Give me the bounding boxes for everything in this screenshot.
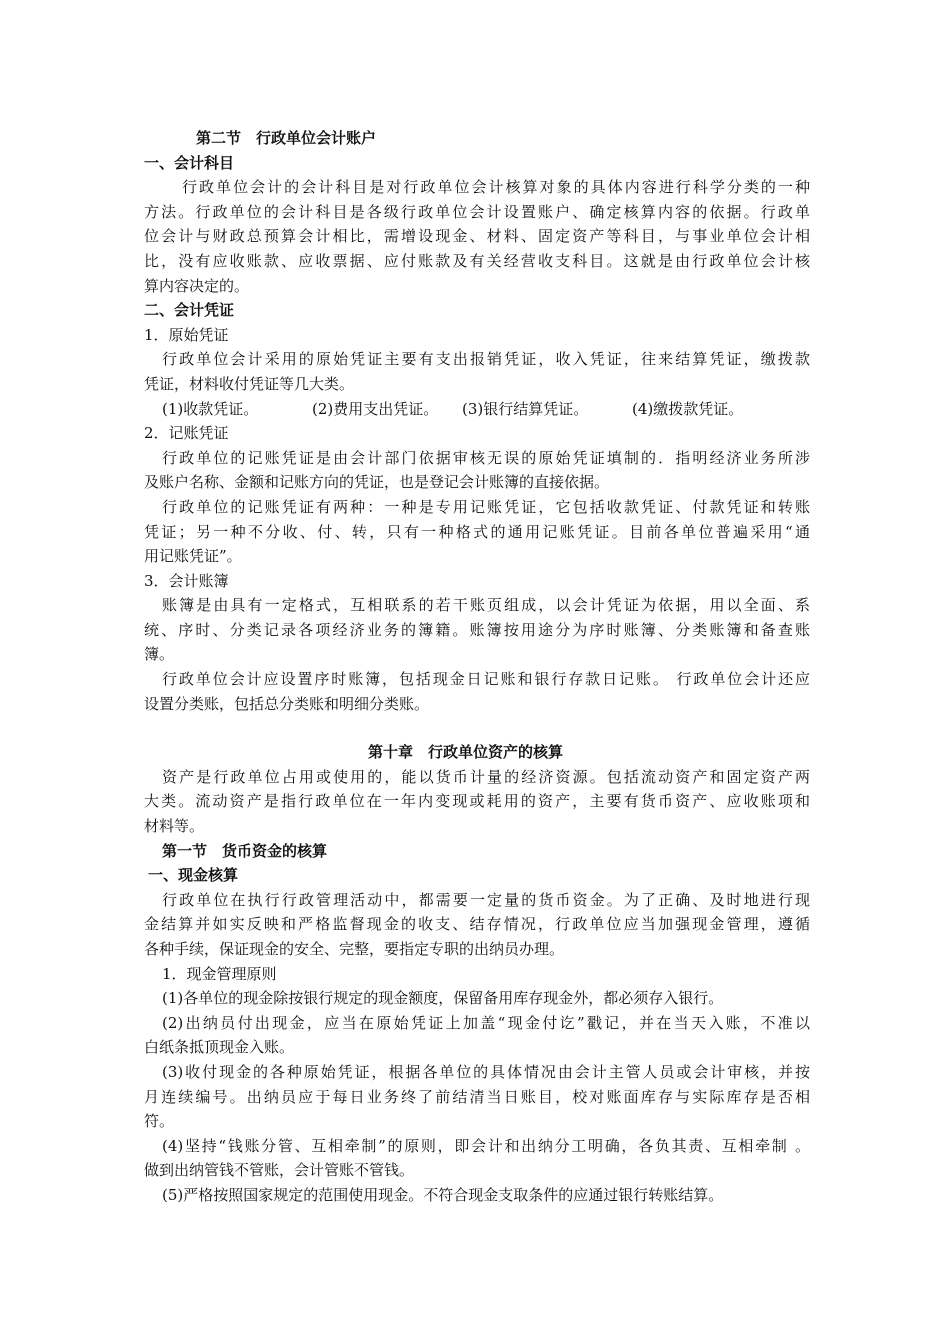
subheading: 1．原始凭证 xyxy=(144,325,229,344)
paragraph xyxy=(144,667,810,716)
subheading: 1．现金管理原则 xyxy=(162,964,277,983)
text-line: 算内容决定的。 xyxy=(144,276,250,295)
paragraph xyxy=(144,888,810,962)
text-line: 凭证，材料收付凭证等几大类。 xyxy=(144,374,355,393)
text-line: 金结算并如实反映和严格监督现金的收支、结存情况，行政单位应当加强现金管理，遵循 xyxy=(144,915,810,934)
text-line: 白纸条抵顶现金入账。 xyxy=(144,1038,295,1057)
text-line: 符。 xyxy=(144,1112,175,1131)
chapter-title: 第十章 行政单位资产的核算 xyxy=(368,743,564,762)
text-line: (5)严格按照国家规定的范围使用现金。不符合现金支取条件的应通过银行转账结算。 xyxy=(162,1185,724,1204)
section-title: 第二节 行政单位会计账户 xyxy=(196,129,377,147)
text-line: (2)出纳员付出现金，应当在原始凭证上加盖“现金付讫”戳记，并在当天入账，不准以 xyxy=(162,1013,810,1032)
text-line: 统、序时、分类记录各项经济业务的簿籍。账簿按用途分为序时账簿、分类账簿和备查账 xyxy=(144,620,810,639)
text-line: (4)坚持“钱账分管、互相牵制”的原则，即会计和出纳分工明确，各负其责、互相牵制 。 xyxy=(162,1136,810,1155)
heading: 一、会计科目 xyxy=(144,153,235,172)
rule-item xyxy=(144,986,810,1011)
blank-line xyxy=(144,716,810,740)
text-line: 比，没有应收账款、应收票据、应付账款及有关经营收支科目。这就是由行政单位会计核 xyxy=(144,251,810,270)
rule-item xyxy=(144,1011,810,1060)
heading: 二、会计凭证 xyxy=(144,301,235,320)
text-line: 大类。流动资产是指行政单位在一年内变现或耗用的资产，主要有货币资产、应收账项和 xyxy=(144,792,810,811)
text-line: 位会计与财政总预算会计相比，需增设现金、材料、固定资产等科目，与事业单位会计相 xyxy=(144,227,810,246)
list-item: (2)费用支出凭证。 xyxy=(312,399,439,418)
rule-item xyxy=(144,1060,810,1134)
list-item: (3)银行结算凭证。 xyxy=(462,399,589,418)
text-line: 行政单位会计的会计科目是对行政单位会计核算对象的具体内容进行科学分类的一种 xyxy=(182,178,810,197)
text-line: 月连续编号。出纳员应于每日业务终了前结清当日账目，校对账面库存与实际库存是否相 xyxy=(144,1087,810,1106)
text-line: 行政单位的记账凭证有两种：一种是专用记账凭证，它包括收款凭证、付款凭证和转账 xyxy=(162,497,810,516)
text-line: (1)各单位的现金除按银行规定的现金额度，保留备用库存现金外，都必须存入银行。 xyxy=(162,989,724,1008)
text-line: 行政单位会计应设置序时账簿，包括现金日记账和银行存款日记账。 行政单位会计还应 xyxy=(162,670,810,689)
paragraph xyxy=(144,495,810,569)
text-line: 簿。 xyxy=(144,645,175,664)
text-line: 及账户名称、金额和记账方向的凭证，也是登记会计账簿的直接依据。 xyxy=(144,473,610,492)
text-line: 行政单位的记账凭证是由会计部门依据审核无误的原始凭证填制的．指明经济业务所涉 xyxy=(162,448,810,467)
text-line: 做到出纳管钱不管账，会计管账不管钱。 xyxy=(144,1161,415,1180)
text-line: 材料等。 xyxy=(144,817,205,836)
subheading: 2．记账凭证 xyxy=(144,424,229,443)
paragraph xyxy=(144,446,810,495)
rule-item xyxy=(144,1183,810,1208)
text-line: (3)收付现金的各种原始凭证，根据各单位的具体情况由会计主管人员或会计审核，并按 xyxy=(162,1062,810,1081)
voucher-type-list xyxy=(144,397,810,422)
text-line: 方法。行政单位的会计科目是各级行政单位会计设置账户、确定核算内容的依据。行政单 xyxy=(144,202,810,221)
paragraph xyxy=(144,593,810,667)
text-line: 行政单位在执行行政管理活动中，都需要一定量的货币资金。为了正确、及时地进行现 xyxy=(162,890,810,909)
document-page xyxy=(144,126,810,1208)
list-item: (1)收款凭证。 xyxy=(162,399,259,418)
text-line: 凭证；另一种不分收、付、转，只有一种格式的通用记账凭证。目前各单位普遍采用“通 xyxy=(144,522,810,541)
text-line: 行政单位会计采用的原始凭证主要有支出报销凭证，收入凭证，往来结算凭证，缴拨款 xyxy=(162,350,810,369)
text-line: 资产是行政单位占用或使用的，能以货币计量的经济资源。包括流动资产和固定资产两 xyxy=(162,767,810,786)
heading: 一、现金核算 xyxy=(148,866,239,885)
subheading: 3．会计账簿 xyxy=(144,571,229,590)
text-line: 用记账凭证”。 xyxy=(144,547,242,566)
paragraph xyxy=(144,175,810,298)
text-line: 设置分类账，包括总分类账和明细分类账。 xyxy=(144,694,430,713)
rule-item xyxy=(144,1134,810,1183)
paragraph xyxy=(144,765,810,839)
list-item: (4)缴拨款凭证。 xyxy=(632,399,744,418)
text-line: 账簿是由具有一定格式，互相联系的若干账页组成，以会计凭证为依据，用以全面、系 xyxy=(162,596,810,615)
paragraph xyxy=(144,347,810,396)
text-line: 各种手续，保证现金的安全、完整，要指定专职的出纳员办理。 xyxy=(144,940,565,958)
section-title: 第一节 货币资金的核算 xyxy=(162,841,328,860)
